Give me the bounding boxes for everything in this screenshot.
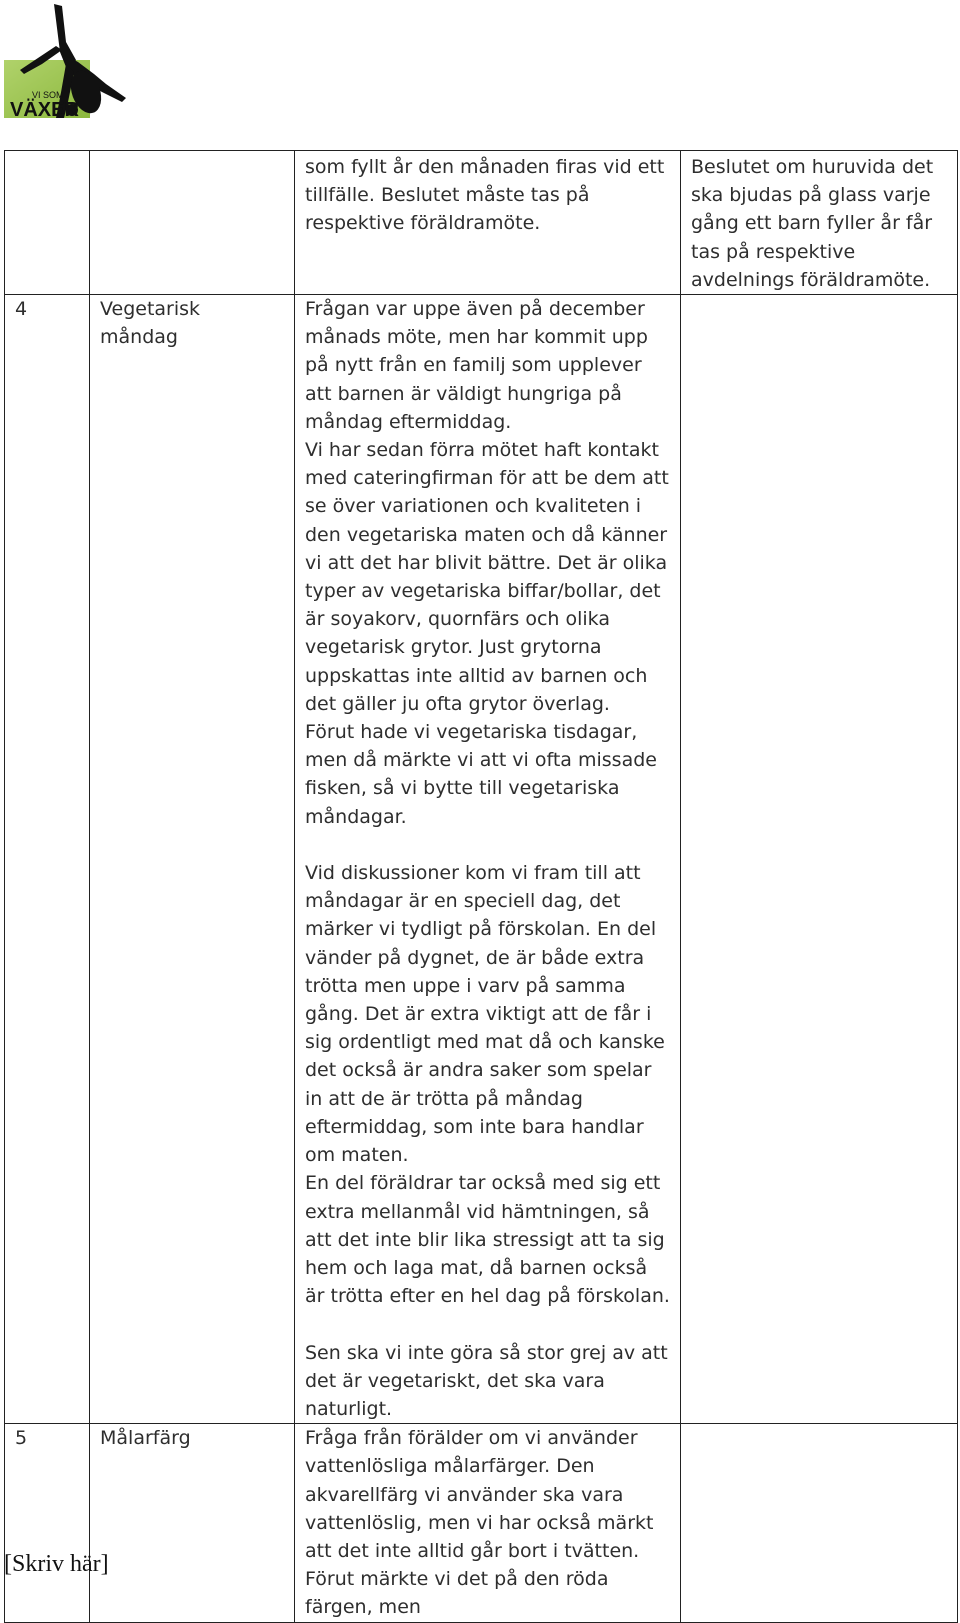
logo <box>2 2 134 122</box>
discussion-paragraph: Vid diskussioner kom vi fram till att måndagar är en speciell dag, det märker vi tydligt på förskolan. En del vänder på dygnet, de är både extra trötta men uppe i varv på samma gång. Det är extra viktigt att de får i sig ordentligt med mat då och kanske det också är andra saker som spelar in att de är trötta på måndag eftermiddag, som inte bara handlar om maten. <box>305 862 665 1167</box>
row-decision <box>681 295 958 1424</box>
row-number: 5 <box>5 1424 90 1622</box>
row-discussion <box>295 151 681 295</box>
discussion-paragraph: Förut hade vi vegetariska tisdagar, men då märkte vi att vi ofta missade fisken, så vi bytte till vegetariska måndagar. <box>305 721 657 828</box>
minutes-table <box>4 150 958 1623</box>
table-row <box>5 151 958 295</box>
discussion-paragraph: som fyllt år den månaden firas vid ett tillfälle. Beslutet måste tas på respektive föräldramöte. <box>305 156 665 235</box>
row-topic <box>90 151 295 295</box>
row-topic: Vegetarisk måndag <box>90 295 295 1424</box>
row-topic: Målarfärg <box>90 1424 295 1622</box>
table-row <box>5 1424 958 1622</box>
discussion-paragraph: Vi har sedan förra mötet haft kontakt med cateringfirman för att be dem att se över variationen och kvaliteten i den vegetariska maten och då känner vi att det har blivit bättre. Det är olika typer av vegetariska biffar/bollar, det är soyakorv, quornfärs och olika vegetarisk grytor. Just grytorna uppskattas inte alltid av barnen och det gäller ju ofta grytor överlag. <box>305 439 669 715</box>
table-row <box>5 295 958 1424</box>
row-decision <box>681 1424 958 1622</box>
discussion-paragraph: Sen ska vi inte göra så stor grej av att det är vegetariskt, det ska vara naturligt. <box>305 1341 668 1420</box>
paragraph-spacer <box>305 831 670 859</box>
logo-text: VÄXER <box>10 99 79 121</box>
row-discussion <box>295 1424 681 1622</box>
discussion-paragraph: Fråga från förälder om vi använder vattenlösliga målarfärger. Den akvarellfärg vi använder ska vara vattenlöslig, men vi har också märkt att det inte alltid går bort i tvätten. Förut märkte vi det på den röda färgen, men <box>305 1427 654 1619</box>
row-number <box>5 151 90 295</box>
paragraph-spacer <box>305 1310 670 1338</box>
footer-placeholder[interactable]: [Skriv här] <box>4 1551 109 1577</box>
row-number: 4 <box>5 295 90 1424</box>
row-decision: Beslutet om huruvida det ska bjudas på glass varje gång ett barn fyller år får tas på respektive avdelnings föräldramöte. <box>681 151 958 295</box>
discussion-paragraph: Frågan var uppe även på december månads möte, men har kommit upp på nytt från en familj som upplever att barnen är väldigt hungriga på måndag eftermiddag. <box>305 298 648 433</box>
logo-small-text: VI SOM <box>32 90 64 100</box>
discussion-paragraph: En del föräldrar tar också med sig ett extra mellanmål vid hämtningen, så att det inte blir lika stressigt att ta sig hem och laga mat, då barnen också är trötta efter en hel dag på förskolan. <box>305 1172 670 1308</box>
row-discussion <box>295 295 681 1424</box>
